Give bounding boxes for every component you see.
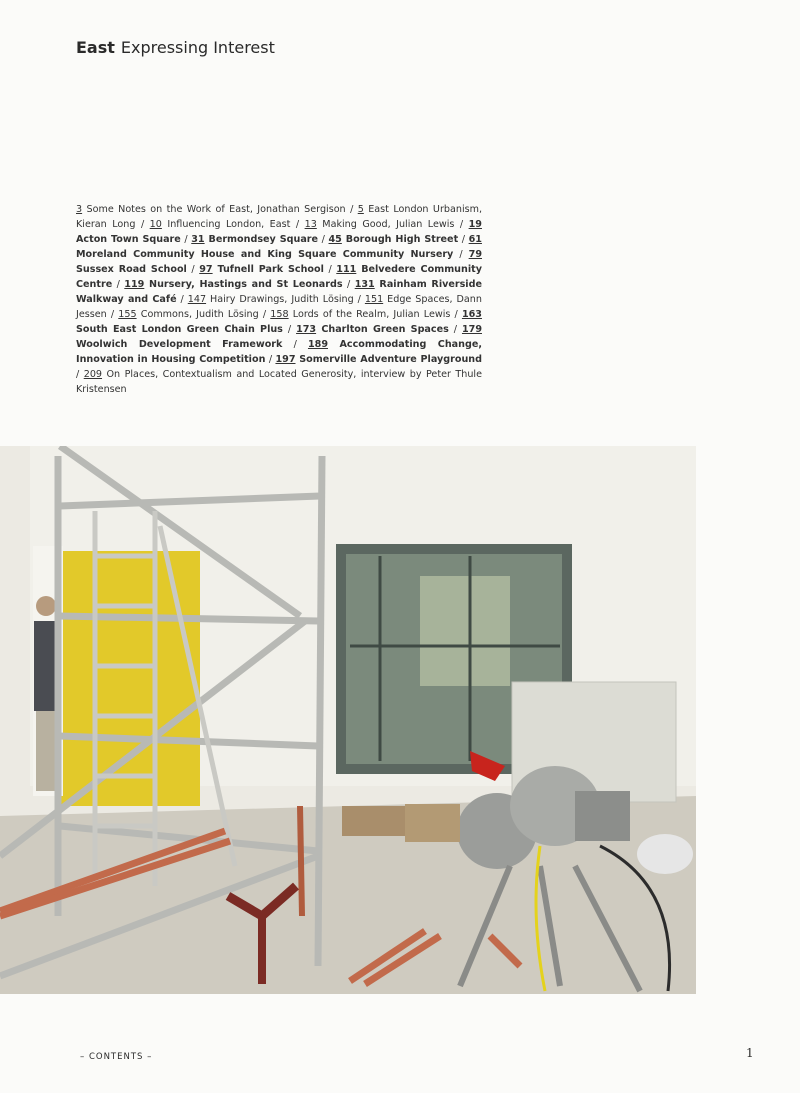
contents-entry <box>329 234 459 245</box>
entry-separator: / <box>448 324 462 335</box>
entry-title: Sussex Road School <box>76 264 187 275</box>
entry-page-number: 158 <box>270 309 289 320</box>
construction-site-photo <box>0 446 696 994</box>
entry-separator: / <box>323 264 337 275</box>
entry-page-number: 197 <box>275 354 296 365</box>
entry-page-number: 10 <box>149 219 162 230</box>
entry-page-number: 45 <box>328 234 342 245</box>
entry-title: Somerville Adventure Playground <box>295 354 482 365</box>
book-subtitle: Expressing Interest <box>120 38 275 57</box>
entry-title: Accommodating Change, Innovation in Housing Competition <box>76 339 482 365</box>
entry-separator: / <box>345 204 358 215</box>
entry-page-number: 13 <box>304 219 317 230</box>
entry-separator: / <box>282 324 297 335</box>
entry-title: On Places, Contextualism and Located Generosity, interview by Peter Thule Kristensen <box>76 369 482 395</box>
entry-separator: / <box>353 294 365 305</box>
entry-separator: / <box>318 234 329 245</box>
entry-page-number: 79 <box>468 249 482 260</box>
entry-title: Belvedere Community Centre <box>76 264 482 290</box>
entry-page-number: 31 <box>191 234 205 245</box>
entry-page-number: 19 <box>468 219 482 230</box>
entry-page-number: 5 <box>357 204 364 215</box>
book-title: East <box>76 38 115 57</box>
entry-separator: / <box>450 309 462 320</box>
entry-title: Nursery, Hastings and St Leonards <box>144 279 343 290</box>
entry-separator: / <box>76 369 84 380</box>
entry-separator: / <box>135 219 150 230</box>
entry-title: Some Notes on the Work of East, Jonathan Sergison <box>82 204 346 215</box>
entry-title: Acton Town Square <box>76 234 181 245</box>
entry-title: Woolwich Development Framework <box>76 339 283 350</box>
contents-entry <box>124 279 342 290</box>
contents-entry <box>296 324 449 335</box>
entry-title: Edge Spaces, Dann Jessen <box>76 294 482 320</box>
entry-title: Borough High Street <box>341 234 459 245</box>
table-of-contents <box>76 202 482 397</box>
entry-separator: / <box>282 339 308 350</box>
entry-page-number: 189 <box>307 339 328 350</box>
entry-title: Moreland Community House and King Square Community Nursery <box>76 249 454 260</box>
entry-title: Charlton Green Spaces <box>316 324 449 335</box>
contents-entry <box>150 219 291 230</box>
entry-title: Lords of the Realm, Julian Lewis <box>288 309 451 320</box>
entry-page-number: 131 <box>354 279 375 290</box>
entry-title: East London Urbanism, Kieran Long <box>76 204 483 230</box>
contents-entry <box>270 309 450 320</box>
entry-separator: / <box>454 219 469 230</box>
entry-page-number: 173 <box>296 324 317 335</box>
entry-title: Rainham Riverside Walkway and Café <box>76 279 482 305</box>
contents-label: – CONTENTS – <box>80 1052 153 1062</box>
contents-entry <box>118 309 258 320</box>
entry-page-number: 155 <box>118 309 137 320</box>
page-header <box>76 38 275 57</box>
entry-separator: / <box>258 309 271 320</box>
entry-page-number: 147 <box>187 294 207 305</box>
entry-separator: / <box>290 219 305 230</box>
entry-separator: / <box>453 249 469 260</box>
entry-page-number: 111 <box>336 264 357 275</box>
contents-entry <box>275 354 482 365</box>
entry-title: Bermondsey Square <box>204 234 319 245</box>
contents-entry <box>305 219 455 230</box>
entry-separator: / <box>180 234 192 245</box>
entry-separator: / <box>265 354 276 365</box>
entry-page-number: 179 <box>461 324 482 335</box>
contents-entry <box>76 369 482 395</box>
entry-page-number: 61 <box>468 234 482 245</box>
entry-page-number: 151 <box>364 294 384 305</box>
entry-title: Influencing London, East <box>161 219 291 230</box>
entry-separator: / <box>106 309 119 320</box>
entry-separator: / <box>458 234 469 245</box>
entry-separator: / <box>186 264 200 275</box>
contents-entry <box>188 294 354 305</box>
entry-title: South East London Green Chain Plus <box>76 324 283 335</box>
contents-entry <box>191 234 318 245</box>
entry-title: Tufnell Park School <box>212 264 324 275</box>
entry-title: Commons, Judith Lösing <box>136 309 259 320</box>
contents-entry <box>76 204 346 215</box>
entry-page-number: 3 <box>76 204 83 215</box>
entry-separator: / <box>176 294 188 305</box>
page-number: 1 <box>746 1046 754 1060</box>
contents-entry <box>199 264 324 275</box>
entry-separator: / <box>112 279 125 290</box>
entry-title: Making Good, Julian Lewis <box>316 219 455 230</box>
entry-page-number: 163 <box>461 309 482 320</box>
entry-page-number: 209 <box>83 369 103 380</box>
entry-separator: / <box>342 279 355 290</box>
entry-page-number: 119 <box>124 279 145 290</box>
entry-title: Hairy Drawings, Judith Lösing <box>206 294 354 305</box>
entry-page-number: 97 <box>199 264 213 275</box>
